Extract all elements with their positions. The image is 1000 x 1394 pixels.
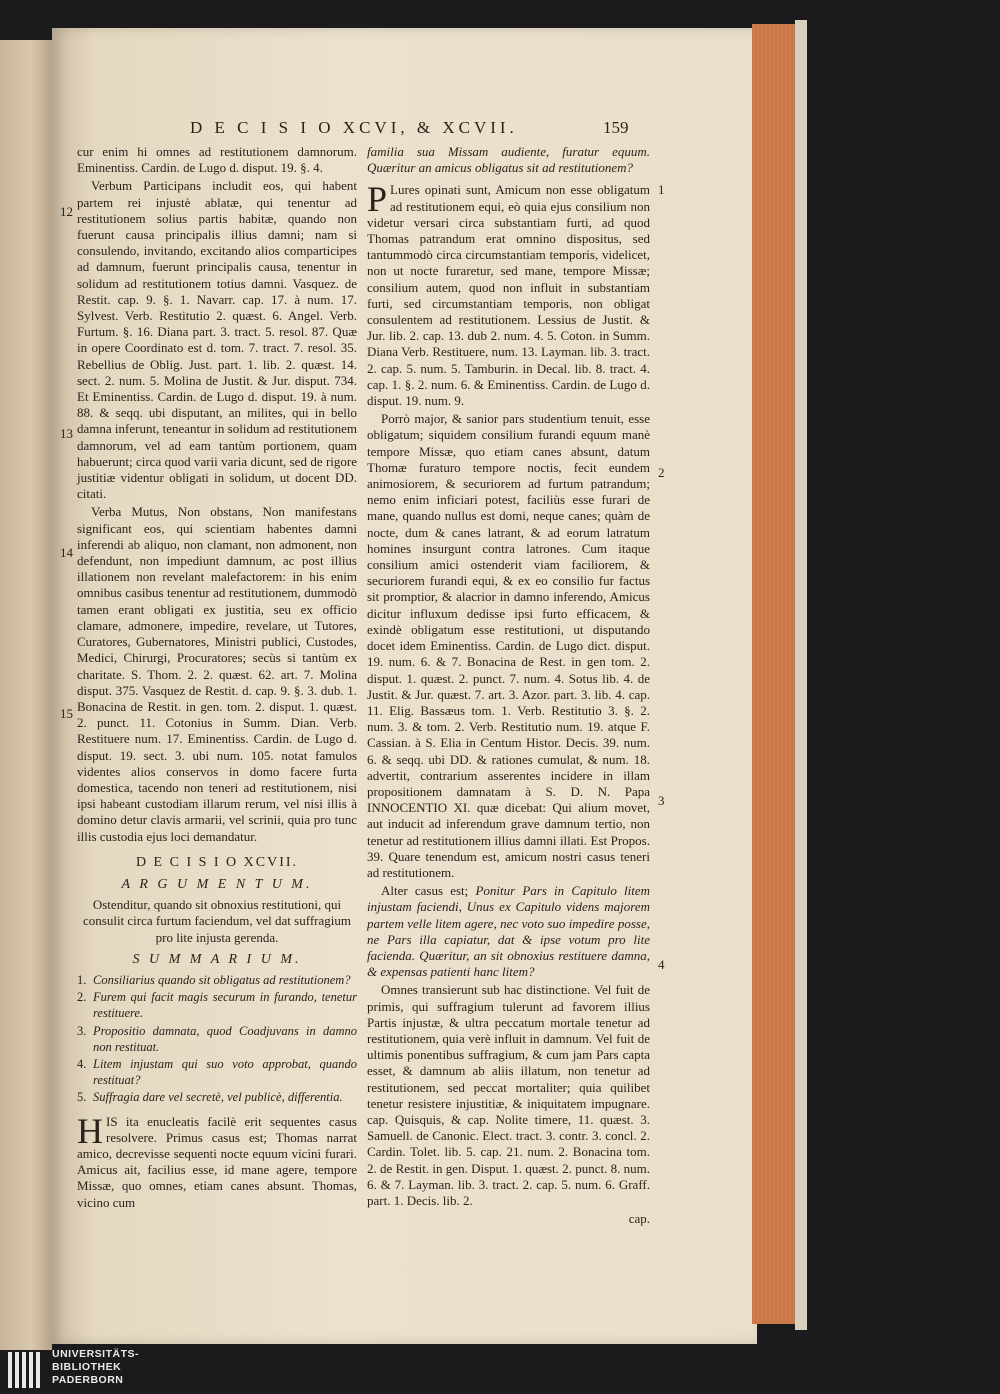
item-text: Furem qui facit magis securum in furando, tenetur restituere.	[93, 990, 357, 1021]
item-number: 5.	[77, 1090, 87, 1105]
summarium-list	[77, 972, 357, 1106]
summarium-item	[77, 1023, 357, 1055]
summarium-item	[77, 1056, 357, 1088]
paragraph	[367, 179, 650, 409]
item-number: 1.	[77, 972, 87, 987]
page-fore-edge	[752, 24, 798, 1324]
summarium-heading: S U M M A R I U M.	[132, 951, 302, 967]
case-statement: Ponitur Pars in Capitulo litem injustam faciendi, Unus ex Capitulo videns majorem partem velle litem agere, nec voto suo impedire posse, ne Pars illa capiatur, dat & ipse votum pro lite facienda. Quæritur, an sit obnoxius restituere damna, & expensas patienti hanc litem?	[367, 883, 651, 980]
argumentum-text: Ostenditur, quando sit obnoxius restitutioni, qui consulit circa furtum faciendum, vel dat suffragium pro lite injusta gerenda.	[83, 897, 351, 945]
running-title: D E C I S I O XCVI, & XCVII.	[190, 118, 518, 137]
margin-number: 1	[658, 182, 665, 197]
page-number: 159	[603, 118, 629, 137]
paragraph: Verbum Participans includit eos, qui habent partem rei injustè ablatæ, qui tenentur ad restitutionem solius partis habitæ, quando non fuerunt causa principalis illius damni; nam si consulendo, invitando, excitando alios comparticipes ad damnum, fuerunt principalis causa, tenentur in solidum ad restitutionem totius damni. Vasquez. de Restit. cap. 9. §. 1. Navarr. cap. 17. à num. 17. Sylvest. Verb. Restitutio 2. quæst. 6. Angel. Verb. Furtum. §. 16. Diana part. 3. tract. 5. resol. 87. Quæ in opere Coordinato est d. tom. 7. tract. 7. resol. 35. Rebellius de Oblig. Just. part. 1. lib. 2. quæst. 14. sect. 2. num. 5. Molina de Justit. & Jur. disput. 734. Et Eminentiss. Cardin. de Lugo d. disput. 19. à num. 88. & seqq. ubi disputant, an milites, qui in bello damna inferunt, teneantur in solidum ad restitutionem damnorum, vel ad eam tantùm portionem, quam habuerunt; circa quod varii varia dicunt, sed de rigore justitiæ videntur obligati in solidum, ut docent DD. citati.	[77, 178, 357, 502]
summarium-item	[77, 989, 357, 1021]
margin-number: 14	[60, 545, 73, 560]
margin-number: 13	[60, 426, 73, 441]
case-heading: familia sua Missam audiente, furatur equum. Quæritur an amicus obligatus sit ad restitutionem?	[367, 144, 650, 176]
paragraph-text: Lures opinati sunt, Amicum non esse obligatum ad restitutionem equi, eò quia ejus consilium non videtur versari circa substantiam furti, ad quod Thomas patrandum erat omnino dispositus, sed tantummodò circa circumstantiam temporis, videlicet, non ut nocte furaretur, sed mane, tempore Missæ; consilium autem, quod non influit in substantiam furti, sed circumstantiam temporis, non obligat consulentem ad restitutionem. Lessius de Justit. & Jur. lib. 2. cap. 13. dub 2. num. 4. 5. Coton. in Summ. Diana Verb. Restituere, num. 13. Layman. lib. 3. tract. 2. cap. 5. num. 5. Tamburin. in Decal. lib. 8. tract. 4. cap. 1. §. 2. num. 6. & Eminentiss. Cardin. de Lugo d. disput. 19. num. 9.	[367, 182, 650, 409]
paragraph	[367, 883, 650, 980]
margin-number: 4	[658, 957, 665, 972]
drop-cap: H	[77, 1110, 103, 1151]
paragraph: Omnes transierunt sub hac distinctione. Vel fuit de primis, qui suffragium tulerunt ad favorem illius Partis injustæ, & ultra peccatum mortale tenetur ad restitutionem, quia verè influit in damnum. Vel fuit de ultimis ponentibus suffragium, & cum jam Pars capta esset, & damnum ab aliis illatum, non tenetur ad restitutionem, sed peccat mortaliter; quia quilibet tenetur resistere injustitiæ, & iniquitatem impugnare. cap. Quisquis, & cap. Nolite timere, 11. quæst. 3. Samuell. de Canonic. Elect. tract. 3. contr. 3. concl. 2. Cardin. Tolet. lib. 5. cap. 21. num. 2. Bonacina tom. 2. de Restit. in gen. Disput. 1. quæst. 2. punct. 8. num. 6. & 7. Layman. lib. 3. tract. 2. cap. 5. num. 6. Graff. part. 1. Decis. lib. 2.	[367, 982, 650, 1208]
item-number: 4.	[77, 1056, 87, 1071]
summarium-item	[77, 972, 357, 988]
catchword: cap.	[628, 1211, 650, 1227]
argumentum-heading: A R G U M E N T U M.	[121, 876, 313, 892]
item-text: Suffragia dare vel secretè, vel publicè, differentia.	[93, 1090, 343, 1105]
library-name-line1: UNIVERSITÄTS-	[52, 1348, 140, 1360]
item-number: 3.	[77, 1023, 87, 1038]
margin-number: 2	[658, 465, 665, 480]
item-text: Propositio damnata, quod Coadjuvans in damno non restituat.	[93, 1023, 357, 1054]
paragraph: cur enim hi omnes ad restitutionem damnorum. Eminentiss. Cardin. de Lugo d. disput. 19. §. 4.	[77, 144, 357, 176]
drop-cap: P	[367, 179, 388, 220]
item-text: Consiliarius quando sit obligatus ad restitutionem?	[93, 972, 351, 987]
decisio-heading: D E C I S I O XCVII.	[135, 854, 299, 870]
summarium-item	[77, 1089, 357, 1105]
margin-number: 15	[60, 706, 73, 721]
library-name-line3: PADERBORN	[52, 1374, 124, 1386]
paragraph: Verba Mutus, Non obstans, Non manifestans significant eos, qui scientiam habentes damni inferendi ab aliquo, non clamant, non admonent, non defendunt, non impediunt damnum, ac post illius illationem non revelant malefactorem: in his enim omnibus casibus tenentur ad restitutionem, dummodò tamen erant obligati ex justitia, seu ex officio clamare, admonere, impedire, revelare, ut Tutores, Curatores, Gubernatores, Ministri publici, Custodes, Medici, Chirurgi, Procuratores; secùs si tantùm ex charitate. S. Thom. 2. 2. quæst. 62. art. 7. Molina disput. 375. Vasquez de Restit. d. cap. 9. §. 3. dub. 1. Bonacina de Restit. in gen. tom. 2. disput. 1. quæst. 2. punct. 11. Cotonius in Summ. Dian. Verb. Restituere num. 17. Eminentiss. Cardin. de Lugo d. disput. 19. sect. 3. ubi num. 105. notat famulos videntes alios conservos in domo facere furta domestica, tacendo non teneri ad restitutionem, nisi ipsi habeant custodiam illarum rerum, vel nisi illis à domino detur clavis armarii, vel scrinii, quia pro tunc illis custodia ejus loci demandatur.	[77, 504, 357, 844]
margin-number: 3	[658, 793, 665, 808]
paragraph-text: IS ita enucleatis facilè erit sequentes casus resolvere. Primus casus est; Thomas narrat amico, decrevisse sequenti nocte equum vicini furari. Amicus ait, facilius esse, id mane agere, tempore Missæ, quo omnes, etiam canes absunt. Thomas, vicino cum	[77, 1113, 357, 1210]
paragraph: Porrò major, & sanior pars studentium tenuit, esse obligatum; siquidem consilium furandi equum manè tempore Missæ, quo etiam canes absunt, datum Thomæ furaturo tempore noctis, fecit eundem animosiorem, & securiorem ad furtum patrandum; nemo enim inficiari potest, faciliùs esse furari de mane, quando nullus est domi, neque canes; quàm de nocte, dum & canes latrant, & ad eorum latratum homines insurgunt contra latrones. Cum itaque consilium amici ostenderit viam faciliorem, & securiorem furandi equi, & ex eo consilio fur factus sit promptior, & alacrior in damno inferendo, Amicus dicitur influxum dedisse ipsi furto efficacem, & exindè obligatum esse restitutioni, ut disputando docet idem Eminentiss. Cardin. de Lugo dict. disput. 19. num. 6. & 7. Bonacina de Rest. in gen tom. 2. disput. 1. quæst. 2. punct. 7. num. 4. Sotus lib. 4. de Justit. & Jur. quæst. 7. art. 3. Azor. part. 3. lib. 4. cap. 11. Elig. Bassæus tom. 1. Verb. Restitutio 3. §. 2. num. 3. & tom. 2. Verb. Restitutio num. 19. atque F. Cassian. à S. Elia in Centum Histor. Decis. 39. num. 6. & seqq. ubi DD. & rationes cumulat, & num. 18. advertit, contrarium asserentes incidere in illam propositionem damnatam à S. D. N. Papa INNOCENTIO XI. quæ dicebat: Qui alium movet, aut inducit ad inferendum grave damnum tertio, non tenetur ad restitutionem illius damni illati. Est Propos. 39. Quare tenendum est, amicum nostri casus teneri ad restitutionem.	[367, 411, 650, 880]
facing-page-edge	[0, 40, 52, 1350]
paragraph	[77, 1110, 357, 1211]
right-text-column	[367, 144, 650, 1229]
library-name-line2: BIBLIOTHEK	[52, 1361, 122, 1373]
left-text-column	[77, 144, 357, 1213]
item-number: 2.	[77, 990, 87, 1005]
book-board	[795, 20, 807, 1330]
margin-number: 12	[60, 204, 73, 219]
library-logo-icon	[6, 1348, 46, 1392]
item-text: Litem injustam qui suo voto approbat, quando restituat?	[93, 1056, 357, 1088]
paragraph-text: Alter casus est;	[381, 883, 476, 899]
